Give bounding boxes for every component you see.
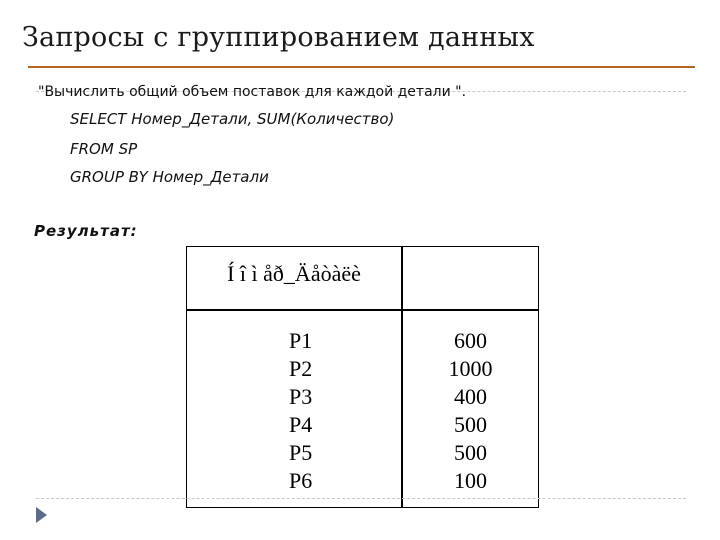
table-cell-qty: 1000 xyxy=(448,356,493,381)
table-cell-part: P3 xyxy=(289,384,313,409)
table-cell-qty: 600 xyxy=(454,328,487,353)
quantity-sum-column xyxy=(401,327,540,495)
table-cell-part: P5 xyxy=(289,440,313,465)
table-cell-part: P1 xyxy=(289,328,313,353)
title-underline xyxy=(28,66,695,68)
result-label: Результат: xyxy=(34,222,138,240)
sql-group-by-line: GROUP BY Номер_Детали xyxy=(70,168,269,186)
slide-title: Запросы с группированием данных xyxy=(22,22,535,53)
query-description: "Вычислить общий объем поставок для каждой детали ". xyxy=(38,84,467,100)
sql-from-line: FROM SP xyxy=(70,140,138,158)
table-cell-qty: 500 xyxy=(454,440,487,465)
table-cell-part: P2 xyxy=(289,356,313,381)
table-cell-qty: 400 xyxy=(454,384,487,409)
table-cell-qty: 100 xyxy=(454,468,487,493)
table-cell-qty: 500 xyxy=(454,412,487,437)
table-cell-part: P6 xyxy=(289,468,313,493)
content-bottom-divider xyxy=(36,498,686,499)
sql-select-line: SELECT Номер_Детали, SUM(Количество) xyxy=(70,110,395,128)
table-header-part-number: Í î ì åð_Äåòàëè xyxy=(227,261,361,286)
table-header-divider xyxy=(187,309,538,311)
result-table xyxy=(186,246,539,508)
table-cell-part: P4 xyxy=(289,412,313,437)
triangle-arrow-icon xyxy=(36,507,47,523)
part-number-column xyxy=(289,327,312,495)
